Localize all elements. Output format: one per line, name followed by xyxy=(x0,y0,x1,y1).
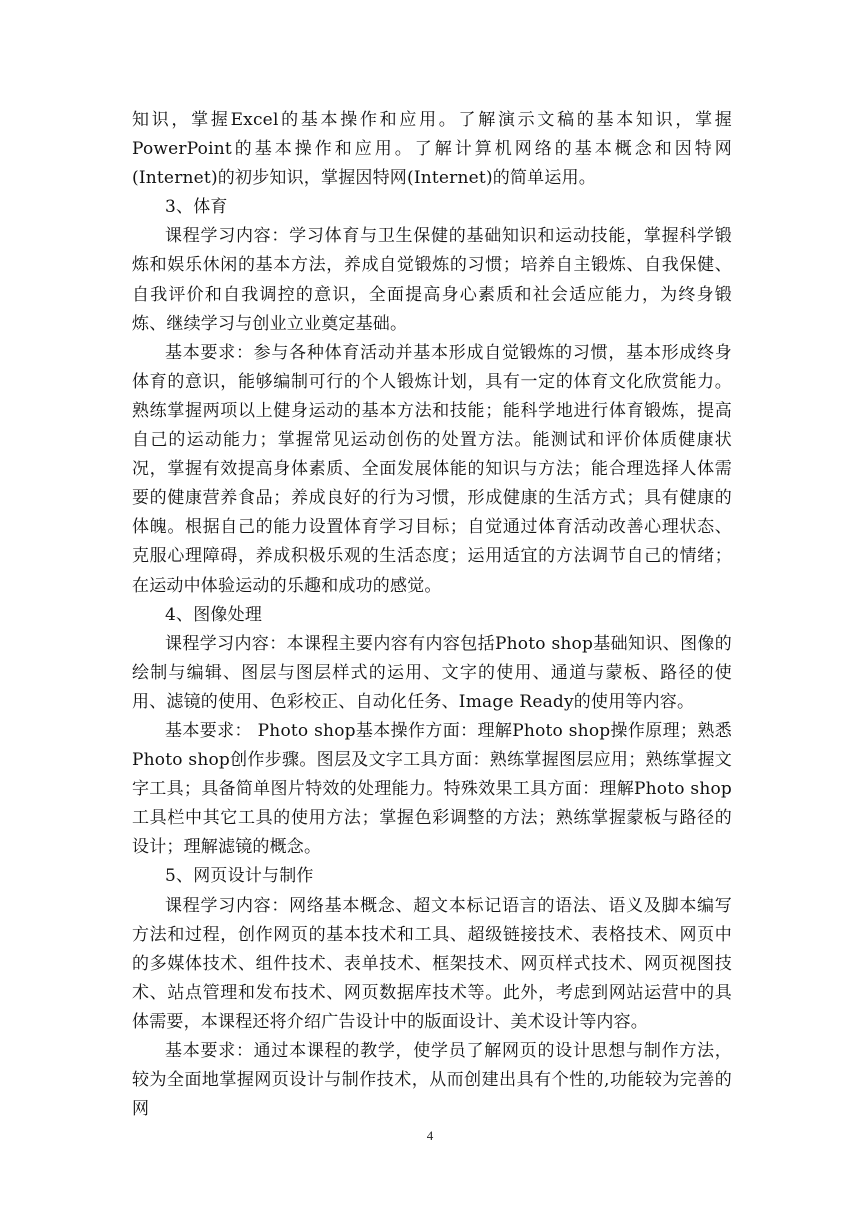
page-number: 4 xyxy=(426,1128,434,1143)
section-heading-image-processing: 4、图像处理 xyxy=(165,604,263,625)
section-heading-web-design: 5、网页设计与制作 xyxy=(165,866,314,887)
paragraph-image-requirements: 基本要求： Photo shop基本操作方面：理解Photo shop操作原理；熟悉Photo shop创作步骤。图层及文字工具方面：熟练掌握图层应用；熟练掌握文字工具；具备简单图片特效的处理能力。特殊效果工具方面：理解Photo shop工具栏中其它工具的使用方法；掌握色彩调整的方法；熟练掌握蒙板与路径的设计；理解滤镜的概念。 xyxy=(132,720,732,858)
document-body xyxy=(132,106,732,1124)
paragraph-pe-requirements: 基本要求：参与各种体育活动并基本形成自觉锻炼的习惯，基本形成终身体育的意识，能够编制可行的个人锻炼计划，具有一定的体育文化欣赏能力。熟练掌握两项以上健身运动的基本方法和技能；能科学地进行体育锻炼，提高自己的运动能力；掌握常见运动创伤的处置方法。能测试和评价体质健康状况，掌握有效提高身体素质、全面发展体能的知识与方法；能合理选择人体需要的健康营养食品；养成良好的行为习惯，形成健康的生活方式；具有健康的体魄。根据自己的能力设置体育学习目标；自觉通过体育活动改善心理状态、克服心理障碍，养成积极乐观的生活态度；运用适宜的方法调节自己的情绪；在运动中体验运动的乐趣和成功的感觉。 xyxy=(132,342,732,596)
paragraph-web-requirements: 基本要求：通过本课程的教学，使学员了解网页的设计思想与制作方法，较为全面地掌握网页设计与制作技术，从而创建出具有个性的,功能较为完善的网 xyxy=(132,1041,732,1120)
paragraph-continuation: 知识，掌握Excel的基本操作和应用。了解演示文稿的基本知识，掌握PowerPoint的基本操作和应用。了解计算机网络的基本概念和因特网(Internet)的初步知识，掌握因特网(Internet)的简单运用。 xyxy=(132,110,732,189)
section-heading-pe: 3、体育 xyxy=(165,197,228,218)
paragraph-image-content: 课程学习内容：本课程主要内容有内容包括Photo shop基础知识、图像的绘制与编辑、图层与图层样式的运用、文字的使用、通道与蒙板、路径的使用、滤镜的使用、色彩校正、自动化任务、Image Ready的使用等内容。 xyxy=(132,633,732,712)
paragraph-pe-content: 课程学习内容：学习体育与卫生保健的基础知识和运动技能，掌握科学锻炼和娱乐休闲的基本方法，养成自觉锻炼的习惯；培养自主锻炼、自我保健、自我评价和自我调控的意识，全面提高身心素质和社会适应能力，为终身锻炼、继续学习与创业立业奠定基础。 xyxy=(132,226,732,334)
paragraph-web-content: 课程学习内容：网络基本概念、超文本标记语言的语法、语义及脚本编写方法和过程，创作网页的基本技术和工具、超级链接技术、表格技术、网页中的多媒体技术、组件技术、表单技术、框架技术、网页样式技术、网页视图技术、站点管理和发布技术、网页数据库技术等。此外，考虑到网站运营中的具体需要，本课程还将介绍广告设计中的版面设计、美术设计等内容。 xyxy=(132,895,732,1032)
